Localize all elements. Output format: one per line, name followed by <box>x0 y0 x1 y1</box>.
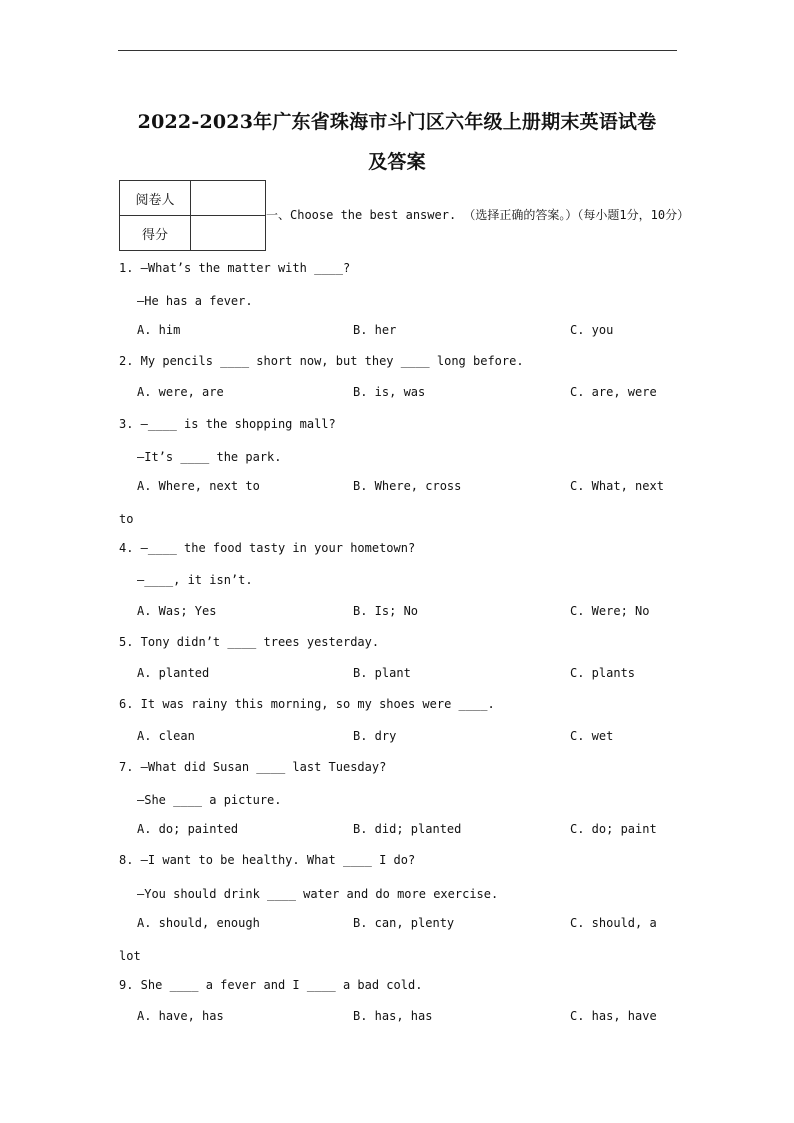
question-stem-2: 2. My pencils ____ short now, but they ____ long before. <box>119 354 524 368</box>
option-8c-wrap: lot <box>119 949 141 963</box>
option-2a: A. were, are <box>137 385 224 399</box>
question-stem-6: 6. It was rainy this morning, so my shoes were ____. <box>119 697 495 711</box>
option-5c: C. plants <box>570 666 636 680</box>
question-line2-3: —It’s ____ the park. <box>137 450 282 464</box>
question-stem-5: 5. Tony didn’t ____ trees yesterday. <box>119 635 380 649</box>
question-stem-9: 9. She ____ a fever and I ____ a bad cold. <box>119 978 423 992</box>
option-4b: B. Is; No <box>353 604 419 618</box>
option-3c-wrap: to <box>119 512 134 526</box>
option-5a: A. planted <box>137 666 210 680</box>
option-6c: C. wet <box>570 729 614 743</box>
section-heading: 一、Choose the best answer. （选择正确的答案。）（每小题1分，10分） <box>266 208 690 222</box>
option-6b: B. dry <box>353 729 397 743</box>
question-line2-7: —She ____ a picture. <box>137 793 282 807</box>
option-9a: A. have, has <box>137 1009 224 1023</box>
question-stem-3: 3. —____ is the shopping mall? <box>119 417 336 431</box>
option-1c: C. you <box>570 323 614 337</box>
option-9b: B. has, has <box>353 1009 433 1023</box>
question-line2-1: —He has a fever. <box>137 294 253 308</box>
option-7c: C. do; paint <box>570 822 657 836</box>
score-cell <box>191 216 266 251</box>
option-1b: B. her <box>353 323 397 337</box>
header-rule <box>118 50 677 51</box>
question-stem-4: 4. —____ the food tasty in your hometown? <box>119 541 416 555</box>
question-stem-8: 8. —I want to be healthy. What ____ I do? <box>119 853 416 867</box>
score-table <box>119 180 266 251</box>
exam-title-line-1: 2022-2023年广东省珠海市斗门区六年级上册期末英语试卷 <box>137 111 657 133</box>
reviewer-label: 阅卷人 <box>120 181 191 216</box>
question-line2-8: —You should drink ____ water and do more exercise. <box>137 887 499 901</box>
option-2b: B. is, was <box>353 385 426 399</box>
option-2c: C. are, were <box>570 385 657 399</box>
question-stem-1: 1. —What’s the matter with ____? <box>119 261 351 275</box>
option-3a: A. Where, next to <box>137 479 260 493</box>
option-3c: C. What, next <box>570 479 664 493</box>
option-3b: B. Where, cross <box>353 479 462 493</box>
option-1a: A. him <box>137 323 181 337</box>
option-7a: A. do; painted <box>137 822 239 836</box>
option-6a: A. clean <box>137 729 195 743</box>
option-4a: A. Was; Yes <box>137 604 217 618</box>
score-label: 得分 <box>120 216 191 251</box>
option-9c: C. has, have <box>570 1009 657 1023</box>
option-7b: B. did; planted <box>353 822 462 836</box>
option-5b: B. plant <box>353 666 411 680</box>
option-8a: A. should, enough <box>137 916 260 930</box>
option-4c: C. Were; No <box>570 604 650 618</box>
exam-title-line-2: 及答案 <box>368 151 426 173</box>
option-8b: B. can, plenty <box>353 916 455 930</box>
reviewer-cell <box>191 181 266 216</box>
option-8c: C. should, a <box>570 916 657 930</box>
question-line2-4: —____, it isn’t. <box>137 573 253 587</box>
question-stem-7: 7. —What did Susan ____ last Tuesday? <box>119 760 387 774</box>
